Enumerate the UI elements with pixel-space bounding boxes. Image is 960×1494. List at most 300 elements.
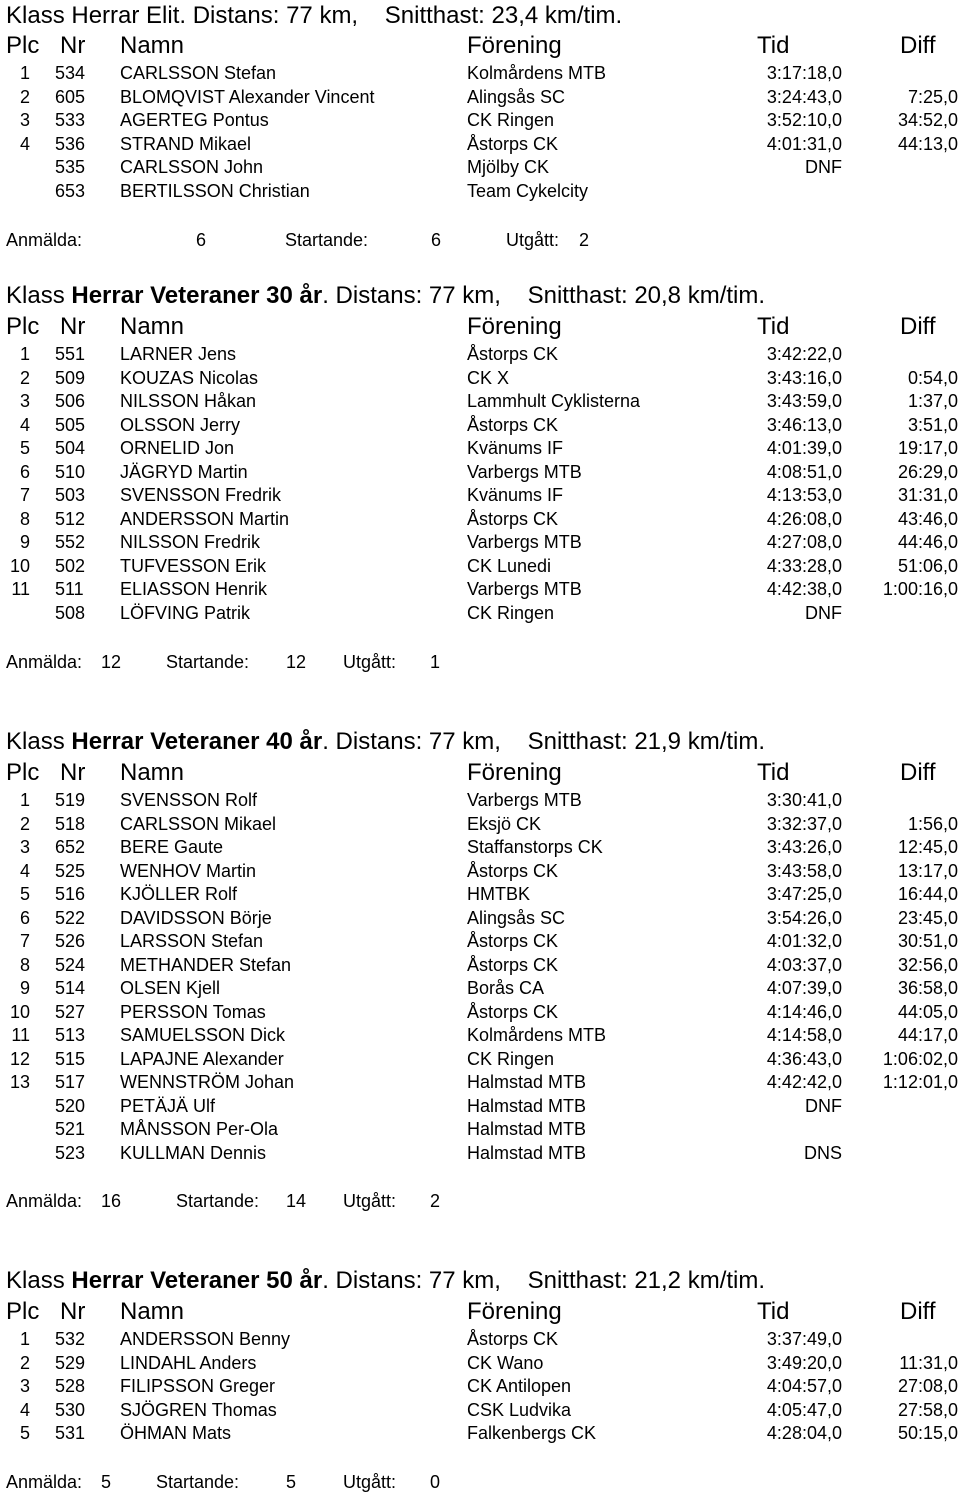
cell-namn: OLSEN Kjell	[120, 978, 221, 998]
cell-diff: 16:44,0	[897, 884, 958, 904]
table-row	[0, 1071, 960, 1095]
cell-nr: 510	[55, 461, 86, 482]
cell-plc: 4	[19, 860, 30, 881]
cell-nr: 652	[55, 837, 86, 857]
cell-nr: 529	[55, 1352, 86, 1373]
cell-plc: 9	[19, 532, 30, 552]
cell-tid: 4:01:31,0	[766, 133, 842, 154]
cell-namn: SJÖGREN Thomas	[120, 1399, 277, 1420]
cell-namn: AGERTEG Pontus	[120, 110, 269, 130]
cell-forening: Kvänums IF	[467, 485, 564, 505]
cell-forening: Kolmårdens MTB	[467, 1025, 607, 1045]
cell-diff: 44:13,0	[897, 133, 958, 154]
startande-value: 12	[286, 652, 307, 672]
cell-namn: KULLMAN Dennis	[120, 1142, 267, 1163]
column-header	[0, 31, 960, 61]
cell-nr: 502	[55, 555, 86, 576]
anmalda-label: Anmälda:	[6, 652, 83, 672]
cell-forening: Varbergs MTB	[467, 532, 582, 552]
cell-nr: 536	[55, 133, 86, 154]
results-table	[0, 1328, 960, 1446]
cell-namn: STRAND Mikael	[120, 133, 252, 154]
utgatt-value: 2	[430, 1191, 441, 1211]
cell-nr: 523	[55, 1142, 86, 1163]
table-row	[0, 977, 960, 1001]
cell-forening: Varbergs MTB	[467, 579, 582, 599]
cell-plc: 1	[19, 63, 30, 83]
cell-namn: DAVIDSSON Börje	[120, 907, 272, 928]
cell-plc: 7	[19, 485, 30, 505]
cell-diff: 27:58,0	[897, 1399, 958, 1420]
cell-plc: 7	[19, 931, 30, 951]
cell-tid: 3:43:26,0	[766, 837, 842, 857]
cell-plc: 10	[9, 1001, 30, 1022]
cell-forening: Mjölby CK	[467, 157, 550, 177]
cell-diff: 30:51,0	[897, 931, 958, 951]
cell-plc: 2	[19, 1352, 30, 1373]
cell-namn: CARLSSON John	[120, 157, 264, 177]
header-tid: Tid	[757, 1298, 790, 1325]
table-row	[0, 109, 960, 133]
header-forening: Förening	[467, 1298, 562, 1325]
cell-nr: 552	[55, 532, 86, 552]
table-row	[0, 531, 960, 555]
cell-namn: SAMUELSSON Dick	[120, 1025, 286, 1045]
cell-forening: Alingsås SC	[467, 907, 566, 928]
header-nr: Nr	[60, 759, 86, 786]
cell-plc: 11	[11, 579, 30, 599]
cell-plc: 1	[19, 344, 30, 364]
header-plc: Plc	[6, 313, 40, 340]
header-namn: Namn	[120, 759, 185, 786]
cell-diff: 1:00:16,0	[882, 579, 958, 599]
table-row	[0, 62, 960, 86]
cell-forening: Kvänums IF	[467, 438, 564, 458]
title-suffix: . Distans: 77 km, Snitthast: 23,4 km/tim.	[179, 2, 623, 29]
title-suffix: . Distans: 77 km, Snitthast: 21,9 km/tim.	[322, 728, 766, 755]
cell-nr: 527	[55, 1001, 86, 1022]
cell-diff: 32:56,0	[897, 954, 958, 975]
cell-nr: 506	[55, 391, 86, 411]
cell-nr: 511	[55, 579, 84, 599]
cell-forening: CK Ringen	[467, 110, 555, 130]
cell-diff: 1:37,0	[907, 391, 958, 411]
cell-tid: 3:46:13,0	[766, 414, 842, 435]
cell-namn: ELIASSON Henrik	[120, 579, 268, 599]
cell-namn: PERSSON Tomas	[120, 1001, 266, 1022]
utgatt-label: Utgått:	[343, 1191, 397, 1211]
cell-plc: 3	[19, 391, 30, 411]
cell-nr: 526	[55, 931, 86, 951]
utgatt-value: 2	[579, 230, 590, 250]
cell-tid: 3:43:58,0	[766, 860, 842, 881]
cell-plc: 11	[11, 1025, 30, 1045]
title-prefix: Klass	[6, 282, 72, 309]
cell-namn: ORNELID Jon	[120, 438, 235, 458]
table-row	[0, 180, 960, 204]
cell-forening: Halmstad MTB	[467, 1142, 587, 1163]
cell-nr: 516	[55, 884, 86, 904]
cell-nr: 522	[55, 907, 86, 928]
utgatt-label: Utgått:	[343, 1472, 397, 1492]
cell-tid: 4:14:58,0	[766, 1025, 842, 1045]
anmalda-label: Anmälda:	[6, 1472, 83, 1492]
cell-tid: DNS	[803, 1142, 842, 1163]
cell-namn: MÅNSSON Per-Ola	[120, 1119, 279, 1139]
header-diff: Diff	[900, 313, 936, 340]
cell-tid: 4:13:53,0	[766, 485, 842, 505]
class-title	[6, 728, 765, 756]
cell-plc: 8	[19, 508, 30, 529]
cell-nr: 515	[55, 1048, 86, 1069]
table-row	[0, 484, 960, 508]
table-row	[0, 602, 960, 626]
table-row	[0, 1024, 960, 1048]
cell-namn: WENNSTRÖM Johan	[120, 1072, 295, 1092]
header-forening: Förening	[467, 759, 562, 786]
cell-plc: 2	[19, 813, 30, 834]
table-row	[0, 1142, 960, 1166]
anmalda-value: 6	[196, 230, 207, 250]
table-row	[0, 789, 960, 813]
utgatt-label: Utgått:	[343, 652, 397, 672]
cell-forening: Team Cykelcity	[467, 180, 589, 201]
utgatt-value: 0	[430, 1472, 441, 1492]
table-row	[0, 508, 960, 532]
cell-tid: 4:42:42,0	[766, 1072, 842, 1092]
cell-namn: BERTILSSON Christian	[120, 180, 310, 201]
table-row	[0, 156, 960, 180]
header-plc: Plc	[6, 759, 40, 786]
cell-tid: 3:43:59,0	[766, 391, 842, 411]
cell-plc: 4	[19, 414, 30, 435]
cell-tid: 3:42:22,0	[766, 344, 842, 364]
cell-namn: ANDERSSON Martin	[120, 508, 290, 529]
table-row	[0, 1118, 960, 1142]
cell-forening: CK Lunedi	[467, 555, 552, 576]
header-tid: Tid	[757, 759, 790, 786]
cell-forening: Åstorps CK	[467, 931, 559, 951]
cell-namn: LARSSON Stefan	[120, 931, 264, 951]
cell-tid: 4:05:47,0	[766, 1399, 842, 1420]
cell-tid: 3:30:41,0	[766, 790, 842, 810]
cell-diff: 11:31,0	[899, 1352, 958, 1373]
table-row	[0, 367, 960, 391]
cell-diff: 27:08,0	[897, 1376, 958, 1396]
cell-tid: 3:47:25,0	[766, 884, 842, 904]
cell-diff: 1:12:01,0	[882, 1072, 958, 1092]
cell-diff: 19:17,0	[897, 438, 958, 458]
table-row	[0, 883, 960, 907]
cell-forening: Åstorps CK	[467, 508, 559, 529]
header-diff: Diff	[900, 1298, 936, 1325]
cell-namn: NILSSON Fredrik	[120, 532, 261, 552]
table-row	[0, 1001, 960, 1025]
cell-forening: Åstorps CK	[467, 344, 559, 364]
cell-nr: 531	[55, 1423, 86, 1443]
class-title	[6, 282, 765, 310]
anmalda-value: 5	[101, 1472, 112, 1492]
table-row	[0, 860, 960, 884]
cell-forening: CSK Ludvika	[467, 1399, 572, 1420]
cell-nr: 505	[55, 414, 86, 435]
header-namn: Namn	[120, 1298, 185, 1325]
cell-forening: Staffanstorps CK	[467, 837, 603, 857]
cell-nr: 530	[55, 1399, 86, 1420]
column-header	[0, 312, 960, 342]
results-table	[0, 343, 960, 625]
cell-forening: Åstorps CK	[467, 954, 559, 975]
cell-forening: HMTBK	[467, 884, 530, 904]
header-forening: Förening	[467, 313, 562, 340]
cell-forening: Halmstad MTB	[467, 1072, 587, 1092]
cell-diff: 1:56,0	[907, 813, 958, 834]
cell-plc: 8	[19, 954, 30, 975]
cell-tid: 4:01:32,0	[766, 931, 842, 951]
title-suffix: . Distans: 77 km, Snitthast: 20,8 km/tim.	[322, 282, 766, 309]
cell-plc: 13	[9, 1072, 30, 1092]
table-row	[0, 930, 960, 954]
cell-diff: 7:25,0	[907, 86, 958, 107]
table-row	[0, 414, 960, 438]
cell-namn: FILIPSSON Greger	[120, 1376, 276, 1396]
title-suffix: . Distans: 77 km, Snitthast: 21,2 km/tim.	[322, 1267, 766, 1294]
cell-tid: 4:08:51,0	[766, 461, 842, 482]
cell-nr: 503	[55, 485, 86, 505]
header-tid: Tid	[757, 313, 790, 340]
cell-tid: 3:37:49,0	[766, 1329, 842, 1349]
table-row	[0, 1399, 960, 1423]
cell-forening: Åstorps CK	[467, 414, 559, 435]
cell-nr: 520	[55, 1095, 86, 1116]
cell-forening: Åstorps CK	[467, 133, 559, 154]
title-prefix: Klass	[6, 2, 72, 29]
cell-forening: Halmstad MTB	[467, 1119, 587, 1139]
cell-diff: 13:17,0	[897, 860, 958, 881]
cell-plc: 1	[19, 1329, 30, 1349]
cell-nr: 517	[55, 1072, 86, 1092]
cell-plc: 4	[19, 1399, 30, 1420]
cell-namn: METHANDER Stefan	[120, 954, 292, 975]
table-row	[0, 86, 960, 110]
table-row	[0, 1352, 960, 1376]
table-row	[0, 813, 960, 837]
cell-nr: 512	[55, 508, 86, 529]
cell-plc: 12	[9, 1048, 30, 1069]
cell-diff: 50:15,0	[897, 1423, 958, 1443]
class-title	[6, 2, 622, 30]
anmalda-value: 12	[101, 652, 122, 672]
table-row	[0, 1328, 960, 1352]
cell-tid: 3:17:18,0	[766, 63, 842, 83]
utgatt-value: 1	[430, 652, 441, 672]
cell-nr: 605	[55, 86, 86, 107]
cell-tid: 3:24:43,0	[766, 86, 842, 107]
cell-namn: BLOMQVIST Alexander Vincent	[120, 86, 375, 107]
cell-forening: Åstorps CK	[467, 860, 559, 881]
table-row	[0, 1422, 960, 1446]
cell-nr: 524	[55, 954, 86, 975]
cell-diff: 0:54,0	[907, 367, 958, 388]
startande-value: 14	[286, 1191, 307, 1211]
cell-namn: ÖHMAN Mats	[120, 1423, 232, 1443]
cell-nr: 519	[55, 790, 86, 810]
cell-plc: 3	[19, 837, 30, 857]
header-namn: Namn	[120, 313, 185, 340]
startande-label: Startande:	[166, 652, 250, 672]
cell-namn: KOUZAS Nicolas	[120, 367, 259, 388]
cell-namn: BERE Gaute	[120, 837, 224, 857]
cell-nr: 532	[55, 1329, 86, 1349]
utgatt-label: Utgått:	[506, 230, 560, 250]
header-nr: Nr	[60, 32, 86, 59]
title-class-name: Herrar Veteraner 40 år	[71, 728, 323, 755]
table-row	[0, 1095, 960, 1119]
header-nr: Nr	[60, 313, 86, 340]
cell-nr: 504	[55, 438, 86, 458]
cell-plc: 4	[19, 133, 30, 154]
cell-nr: 653	[55, 180, 86, 201]
cell-namn: LINDAHL Anders	[120, 1352, 257, 1373]
cell-forening: CK Ringen	[467, 602, 555, 623]
startande-value: 5	[286, 1472, 297, 1492]
cell-plc: 6	[19, 907, 30, 928]
cell-plc: 3	[19, 1376, 30, 1396]
column-header	[0, 1297, 960, 1327]
header-tid: Tid	[757, 32, 790, 59]
header-diff: Diff	[900, 759, 936, 786]
cell-forening: Varbergs MTB	[467, 790, 582, 810]
cell-tid: 4:07:39,0	[766, 978, 842, 998]
cell-forening: CK Wano	[467, 1352, 544, 1373]
startande-label: Startande:	[176, 1191, 260, 1211]
cell-plc: 9	[19, 978, 30, 998]
anmalda-label: Anmälda:	[6, 230, 83, 250]
cell-forening: Alingsås SC	[467, 86, 566, 107]
cell-namn: LÖFVING Patrik	[120, 602, 251, 623]
cell-nr: 518	[55, 813, 86, 834]
table-row	[0, 1375, 960, 1399]
table-row	[0, 954, 960, 978]
cell-namn: SVENSSON Rolf	[120, 790, 258, 810]
cell-namn: LARNER Jens	[120, 344, 237, 364]
cell-plc: 6	[19, 461, 30, 482]
cell-diff: 31:31,0	[897, 485, 958, 505]
cell-nr: 535	[55, 157, 86, 177]
table-row	[0, 578, 960, 602]
cell-plc: 1	[19, 790, 30, 810]
cell-namn: WENHOV Martin	[120, 860, 257, 881]
cell-namn: CARLSSON Mikael	[120, 813, 277, 834]
cell-diff: 34:52,0	[897, 110, 958, 130]
table-row	[0, 836, 960, 860]
cell-tid: 3:52:10,0	[766, 110, 842, 130]
cell-diff: 23:45,0	[897, 907, 958, 928]
cell-tid: 3:49:20,0	[766, 1352, 842, 1373]
cell-tid: 4:14:46,0	[766, 1001, 842, 1022]
cell-diff: 43:46,0	[897, 508, 958, 529]
table-row	[0, 343, 960, 367]
cell-tid: 4:42:38,0	[766, 579, 842, 599]
title-prefix: Klass	[6, 1267, 72, 1294]
cell-forening: Halmstad MTB	[467, 1095, 587, 1116]
header-plc: Plc	[6, 32, 40, 59]
cell-plc: 10	[9, 555, 30, 576]
cell-namn: NILSSON Håkan	[120, 391, 257, 411]
cell-forening: Åstorps CK	[467, 1329, 559, 1349]
cell-forening: Falkenbergs CK	[467, 1423, 597, 1443]
cell-nr: 514	[55, 978, 86, 998]
cell-namn: ANDERSSON Benny	[120, 1329, 291, 1349]
cell-tid: DNF	[805, 1095, 842, 1116]
cell-forening: Eksjö CK	[467, 813, 542, 834]
cell-namn: CARLSSON Stefan	[120, 63, 277, 83]
title-class-name: Herrar Elit	[71, 2, 180, 29]
anmalda-label: Anmälda:	[6, 1191, 83, 1211]
cell-plc: 5	[19, 438, 30, 458]
cell-forening: Kolmårdens MTB	[467, 63, 607, 83]
cell-namn: TUFVESSON Erik	[120, 555, 267, 576]
cell-tid: 3:54:26,0	[766, 907, 842, 928]
table-row	[0, 390, 960, 414]
table-row	[0, 133, 960, 157]
cell-forening: Varbergs MTB	[467, 461, 582, 482]
cell-plc: 2	[19, 86, 30, 107]
cell-diff: 12:45,0	[897, 837, 958, 857]
header-forening: Förening	[467, 32, 562, 59]
title-class-name: Herrar Veteraner 30 år	[71, 282, 323, 309]
cell-tid: 4:03:37,0	[766, 954, 842, 975]
header-diff: Diff	[900, 32, 936, 59]
cell-forening: CK Ringen	[467, 1048, 555, 1069]
cell-nr: 534	[55, 63, 86, 83]
cell-tid: 4:36:43,0	[766, 1048, 842, 1069]
table-row	[0, 907, 960, 931]
cell-forening: Lammhult Cyklisterna	[467, 391, 641, 411]
column-header	[0, 758, 960, 788]
cell-plc: 3	[19, 110, 30, 130]
cell-diff: 44:17,0	[897, 1025, 958, 1045]
startande-label: Startande:	[285, 230, 369, 250]
cell-diff: 44:46,0	[897, 532, 958, 552]
cell-plc: 2	[19, 367, 30, 388]
cell-namn: KJÖLLER Rolf	[120, 884, 238, 904]
cell-forening: CK Antilopen	[467, 1376, 572, 1396]
class-title	[6, 1267, 765, 1295]
cell-diff: 26:29,0	[897, 461, 958, 482]
cell-diff: 51:06,0	[897, 555, 958, 576]
cell-tid: 4:28:04,0	[766, 1423, 842, 1443]
cell-nr: 533	[55, 110, 86, 130]
cell-tid: 4:04:57,0	[766, 1376, 842, 1396]
cell-diff: 36:58,0	[897, 978, 958, 998]
cell-tid: 4:01:39,0	[766, 438, 842, 458]
cell-nr: 525	[55, 860, 86, 881]
cell-namn: PETÄJÄ Ulf	[120, 1095, 216, 1116]
startande-value: 6	[431, 230, 442, 250]
header-plc: Plc	[6, 1298, 40, 1325]
cell-diff: 3:51,0	[907, 414, 958, 435]
cell-tid: 4:27:08,0	[766, 532, 842, 552]
cell-tid: 3:43:16,0	[766, 367, 842, 388]
cell-diff: 1:06:02,0	[882, 1048, 958, 1069]
cell-nr: 509	[55, 367, 86, 388]
title-prefix: Klass	[6, 728, 72, 755]
table-row	[0, 437, 960, 461]
title-class-name: Herrar Veteraner 50 år	[71, 1267, 323, 1294]
cell-namn: OLSSON Jerry	[120, 414, 241, 435]
cell-diff: 44:05,0	[897, 1001, 958, 1022]
